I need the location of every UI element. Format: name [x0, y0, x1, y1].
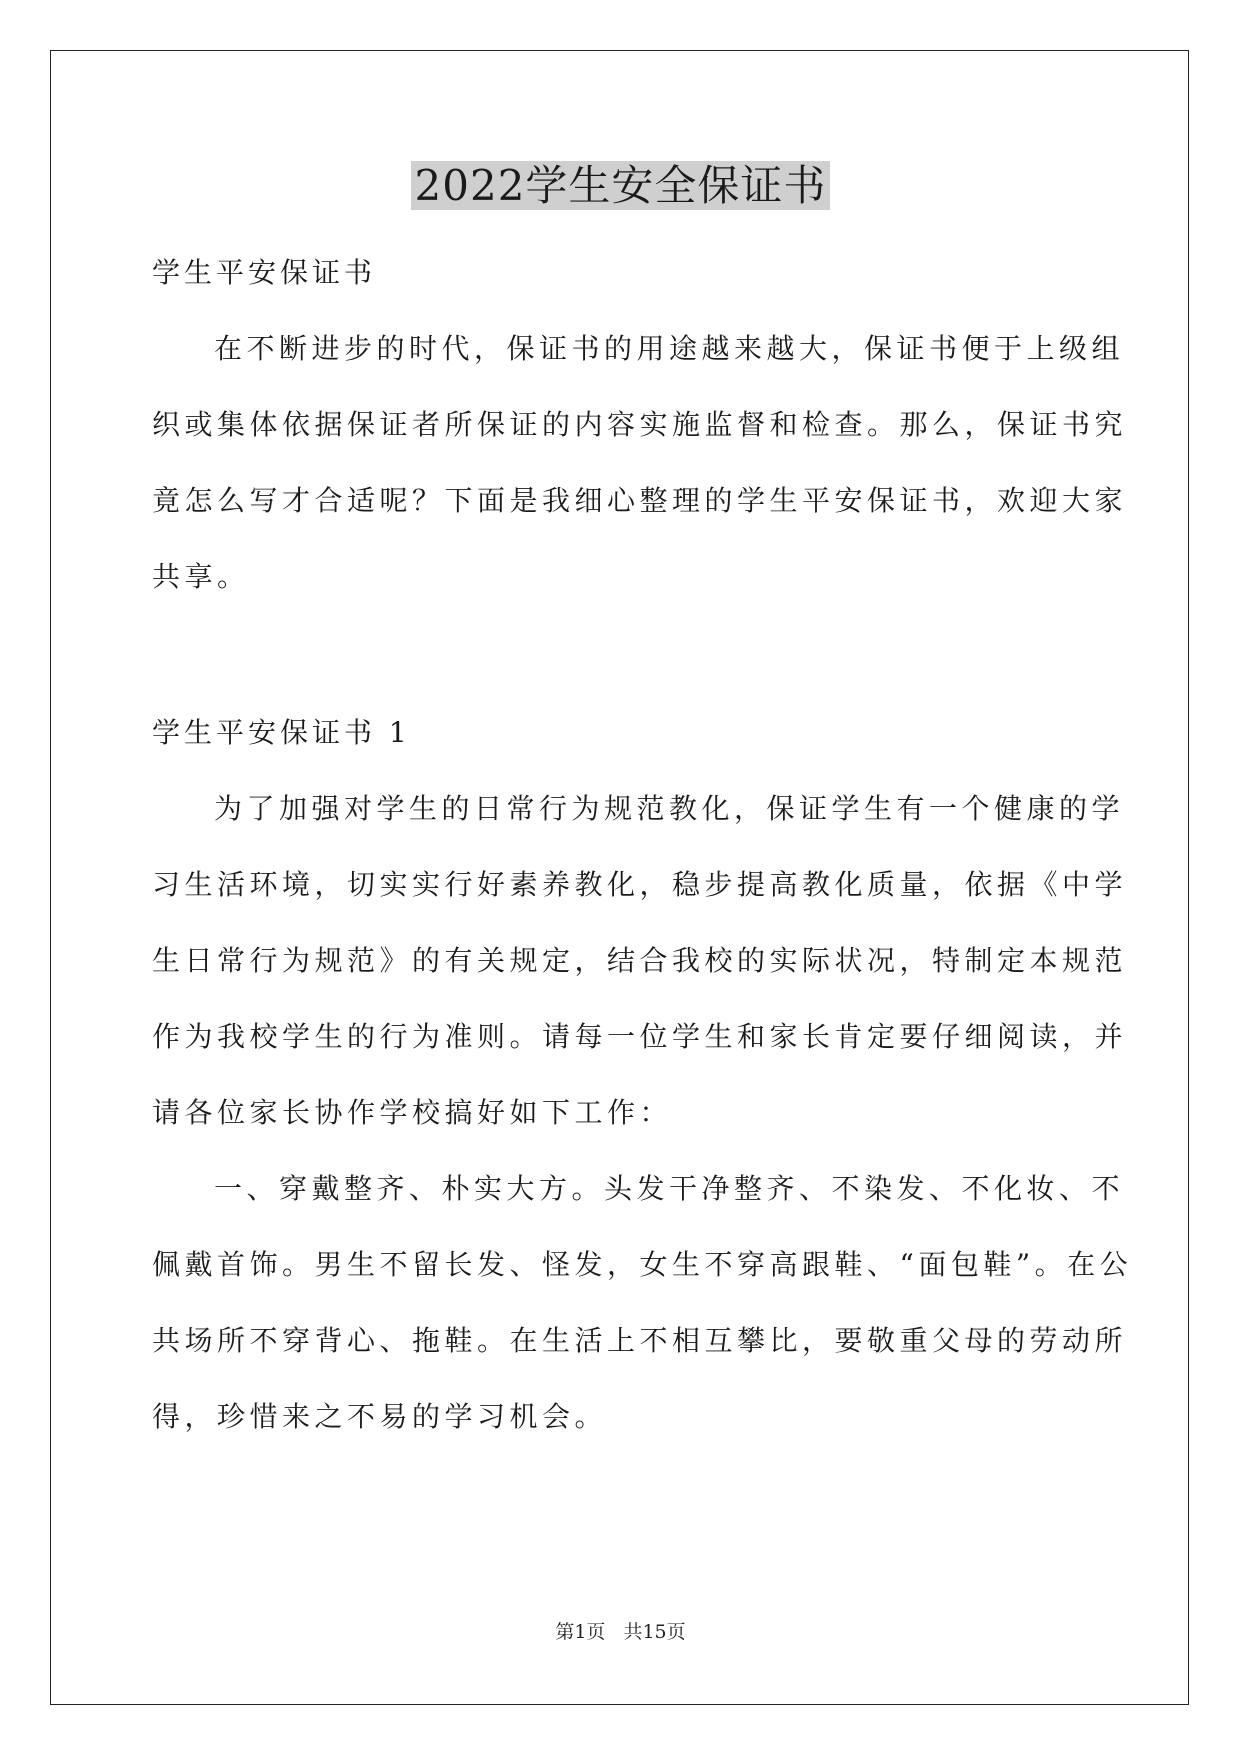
section-heading: 学生平安保证书 1 [152, 716, 411, 749]
paragraph-line: 作为我校学生的行为准则。请每一位学生和家长肯定要仔细阅读，并 [152, 1020, 1128, 1053]
paragraph-line: 请各位家长协作学校搞好如下工作： [152, 1096, 673, 1129]
paragraph-line: 得，珍惜来之不易的学习机会。 [152, 1400, 608, 1433]
paragraph-line: 织或集体依据保证者所保证的内容实施监督和检查。那么，保证书究 [152, 408, 1128, 441]
section-heading: 学生平安保证书 [152, 256, 377, 289]
paragraph-line: 在不断进步的时代，保证书的用途越来越大，保证书便于上级组 [214, 332, 1125, 365]
paragraph-line: 佩戴首饰。男生不留长发、怪发，女生不穿高跟鞋、“面包鞋”。在公 [152, 1248, 1133, 1281]
paragraph-line: 一、穿戴整齐、朴实大方。头发干净整齐、不染发、不化妆、不 [214, 1172, 1125, 1205]
paragraph-line: 生日常行为规范》的有关规定，结合我校的实际状况，特制定本规范 [152, 944, 1128, 977]
page-footer [0, 1617, 1241, 1644]
page-total: 共15页 [623, 1621, 686, 1643]
paragraph-line: 为了加强对学生的日常行为规范教化，保证学生有一个健康的学 [214, 792, 1125, 825]
paragraph-line: 共场所不穿背心、拖鞋。在生活上不相互攀比，要敬重父母的劳动所 [152, 1324, 1128, 1357]
document-body [152, 235, 1133, 1455]
paragraph-line: 竟怎么写才合适呢？下面是我细心整理的学生平安保证书，欢迎大家 [152, 484, 1128, 517]
document-title-text: 2022学生安全保证书 [411, 161, 831, 210]
document-title [0, 158, 1241, 214]
paragraph-line: 共享。 [152, 560, 250, 593]
paragraph-line: 习生活环境，切实实行好素养教化，稳步提高教化质量，依据《中学 [152, 868, 1128, 901]
page-number: 第1页 [555, 1621, 606, 1643]
spacer [152, 615, 1087, 695]
